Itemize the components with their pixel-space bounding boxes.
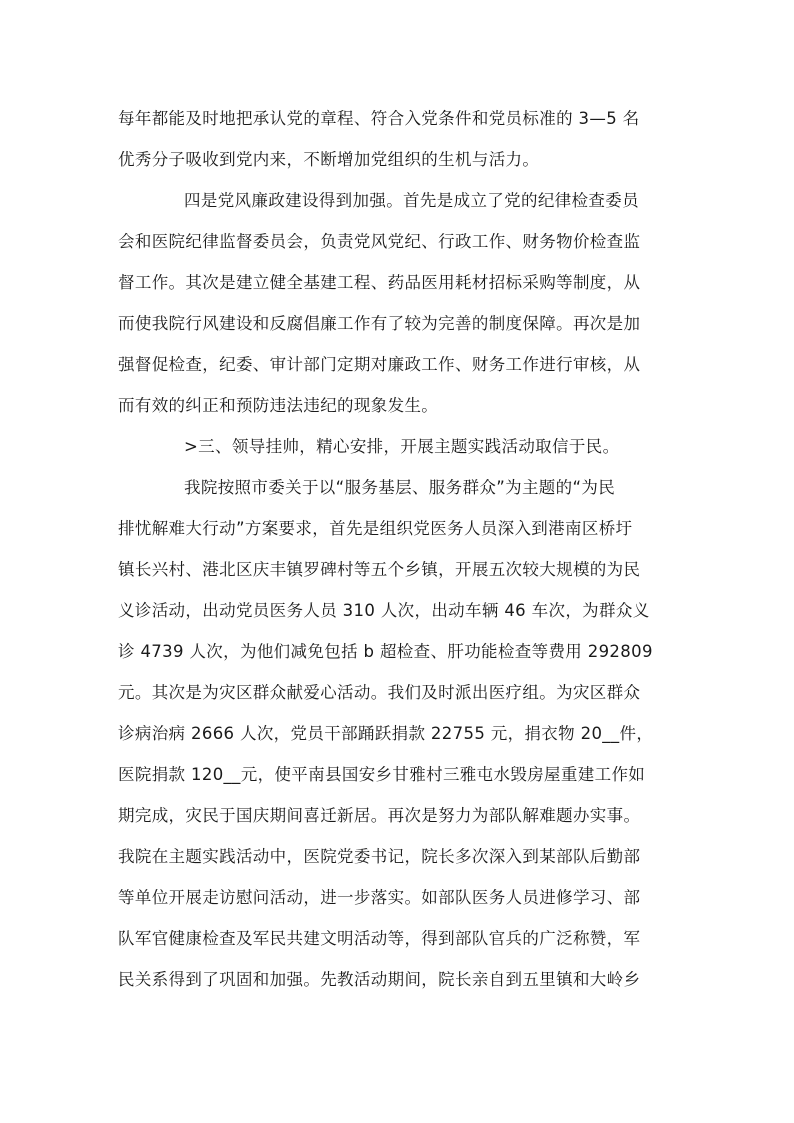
section-heading: >三、领导挂帅，精心安排，开展主题实践活动取信于民。 bbox=[184, 437, 620, 456]
text-line: 而有效的纠正和预防违法违纪的现象发生。 bbox=[118, 396, 439, 415]
text-line: 诊 4739 人次，为他们减免包括 b 超检查、肝功能检查等费用 292809 bbox=[118, 642, 653, 661]
text-line: 镇长兴村、港北区庆丰镇罗碑村等五个乡镇，开展五次较大规模的为民 bbox=[118, 560, 641, 579]
text-line: 而使我院行风建设和反腐倡廉工作有了较为完善的制度保障。再次是加 bbox=[118, 314, 641, 333]
text-line: 队军官健康检查及军民共建文明活动等，得到部队官兵的广泛称赞，军 bbox=[118, 929, 641, 948]
text-line: 民关系得到了巩固和加强。先教活动期间，院长亲自到五里镇和大岭乡 bbox=[118, 970, 641, 989]
text-line: 我院在主题实践活动中，医院党委书记，院长多次深入到某部队后勤部 bbox=[118, 847, 641, 866]
paragraph-start-line: 我院按照市委关于以“服务基层、服务群众”为主题的“为民 bbox=[184, 478, 616, 497]
text-line: 等单位开展走访慰问活动，进一步落实。如部队医务人员进修学习、部 bbox=[118, 888, 641, 907]
text-line: 医院捐款 120__元，使平南县国安乡甘雅村三雅屯水毁房屋重建工作如 bbox=[118, 765, 646, 784]
paragraph-start-line: 四是党风廉政建设得到加强。首先是成立了党的纪律检查委员 bbox=[184, 191, 639, 210]
text-line: 每年都能及时地把承认党的章程、符合入党条件和党员标准的 3—5 名 bbox=[118, 109, 640, 128]
text-line: 强督促检查，纪委、审计部门定期对廉政工作、财务工作进行审核，从 bbox=[118, 355, 641, 374]
text-line: 排忧解难大行动”方案要求，首先是组织党医务人员深入到港南区桥圩 bbox=[118, 519, 633, 538]
text-line: 期完成，灾民于国庆期间喜迁新居。再次是努力为部队解难题办实事。 bbox=[118, 806, 641, 825]
text-line: 会和医院纪律监督委员会，负责党风党纪、行政工作、财务物价检查监 bbox=[118, 232, 641, 251]
text-line: 诊病治病 2666 人次，党员干部踊跃捐款 22755 元，捐衣物 20__件， bbox=[118, 724, 654, 743]
text-line: 优秀分子吸收到党内来，不断增加党组织的生机与活力。 bbox=[118, 150, 540, 169]
text-line: 元。其次是为灾区群众献爱心活动。我们及时派出医疗组。为灾区群众 bbox=[118, 683, 641, 702]
text-line: 义诊活动，出动党员医务人员 310 人次，出动车辆 46 车次，为群众义 bbox=[118, 601, 650, 620]
text-line: 督工作。其次是建立健全基建工程、药品医用耗材招标采购等制度，从 bbox=[118, 273, 641, 292]
